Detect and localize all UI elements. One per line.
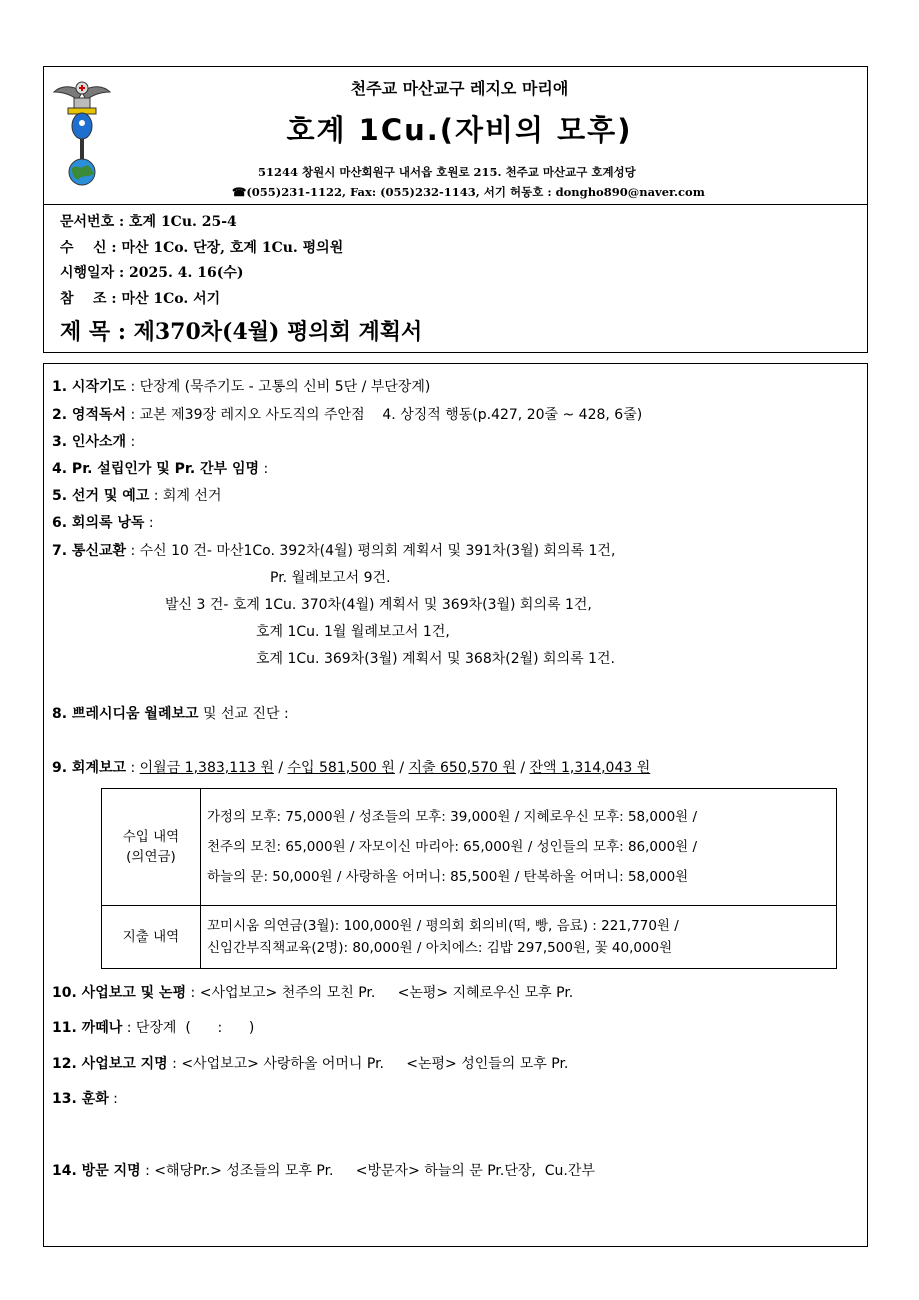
doc-number-label: 문서번호 : bbox=[60, 214, 125, 230]
subject-label: 제 목 : bbox=[60, 319, 126, 345]
income-details: 가정의 모후: 75,000원 / 성조들의 모후: 39,000원 / 지혜로우신 모후: 58,000원 / 천주의 모친: 65,000원 / 자모이신 마리아: 65,000원 / 성인들의 모후: 86,000원 / 하늘의 문: 50,000원 / 사랑하올 어머니: 85,500원 / 탄복하올 어머니: 58,000원 bbox=[201, 789, 837, 906]
reference: 마산 1Co. 서기 bbox=[121, 291, 221, 307]
reference-label: 참 조 : bbox=[60, 291, 117, 307]
income-row bbox=[102, 789, 837, 906]
document-title: 호계 1Cu.(자비의 모후) bbox=[286, 113, 633, 147]
item-2: 2. 영적독서 : 교본 제39장 레지오 사도직의 주안점 4. 상징적 행동(p.427, 20줄 ~ 428, 6줄) bbox=[52, 407, 643, 423]
item-8: 8. 쁘레시디움 월례보고 및 선교 진단 : bbox=[52, 706, 289, 722]
doc-number: 호계 1Cu. 25-4 bbox=[129, 214, 237, 230]
org-name: 천주교 마산교구 레지오 마리애 bbox=[350, 79, 569, 98]
item-12: 12. 사업보고 지명 : <사업보고> 사랑하올 어머니 Pr. <논평> 성인들의 모후 Pr. bbox=[52, 1056, 569, 1072]
expense-details: 꼬미시움 의연금(3월): 100,000원 / 평의회 회의비(떡, 빵, 음료) : 221,770원 / 신임간부직책교육(2명): 80,000원 / 아치에스: 김밥 297,500원, 꽃 40,000원 bbox=[201, 906, 837, 969]
item-1: 1. 시작기도 : 단장계 (묵주기도 - 고통의 신비 5단 / 부단장계) bbox=[52, 379, 431, 395]
date-label: 시행일자 : bbox=[60, 265, 125, 281]
expense-amount: 지출 650,570 원 bbox=[408, 760, 516, 776]
date-row bbox=[60, 262, 243, 282]
item-13: 13. 훈화 : bbox=[52, 1091, 118, 1107]
item-6: 6. 회의록 낭독 : bbox=[52, 515, 154, 531]
item-11: 11. 까떼나 : 단장계 ( : ) bbox=[52, 1020, 255, 1036]
item-10: 10. 사업보고 및 논평 : <사업보고> 천주의 모친 Pr. <논평> 지혜로우신 모후 Pr. bbox=[52, 985, 574, 1001]
item-4: 4. Pr. 설립인가 및 Pr. 간부 임명 : bbox=[52, 461, 269, 477]
item-7-line-2: Pr. 월례보고서 9건. bbox=[270, 570, 391, 586]
address: 51244 창원시 마산회원구 내서읍 호원로 215. 천주교 마산교구 호계성당 bbox=[258, 165, 636, 179]
item-9: 9. 회계보고 : 이월금 1,383,113 원 / 수입 581,500 원 / 지출 650,570 원 / 잔액 1,314,043 원 bbox=[52, 760, 651, 776]
item-5: 5. 선거 및 예고 : 회계 선거 bbox=[52, 488, 222, 504]
recipient-row bbox=[60, 237, 343, 257]
recipient: 마산 1Co. 단장, 호계 1Cu. 평의원 bbox=[121, 240, 344, 256]
doc-number-row bbox=[60, 211, 237, 231]
item-7-line-5: 호계 1Cu. 369차(3월) 계획서 및 368차(2월) 회의록 1건. bbox=[256, 651, 615, 667]
item-7-line-4: 호계 1Cu. 1월 월례보고서 1건, bbox=[256, 624, 450, 640]
carryover-amount: 이월금 1,383,113 원 bbox=[139, 760, 274, 776]
date: 2025. 4. 16(수) bbox=[129, 265, 244, 281]
item-7: 7. 통신교환 : 수신 10 건- 마산1Co. 392차(4월) 평의회 계획서 및 391차(3월) 회의록 1건, bbox=[52, 543, 616, 559]
subject: 제370차(4월) 평의회 계획서 bbox=[133, 319, 423, 345]
expense-label: 지출 내역 bbox=[102, 906, 201, 969]
recipient-label: 수 신 : bbox=[60, 240, 117, 256]
expense-row bbox=[102, 906, 837, 969]
contact-line bbox=[232, 184, 705, 200]
finance-table bbox=[101, 788, 837, 969]
item-7-line-3: 발신 3 건- 호계 1Cu. 370차(4월) 계획서 및 369차(3월) 회의록 1건, bbox=[165, 597, 592, 613]
income-amount: 수입 581,500 원 bbox=[287, 760, 395, 776]
item-14: 14. 방문 지명 : <해당Pr.> 성조들의 모후 Pr. <방문자> 하늘의 문 Pr.단장, Cu.간부 bbox=[52, 1163, 595, 1179]
subject-row bbox=[60, 315, 422, 346]
reference-row bbox=[60, 288, 220, 308]
item-3: 3. 인사소개 : bbox=[52, 434, 136, 450]
contact-info: (055)231-1122, Fax: (055)232-1143, 서기 허동호 : dongho890@naver.com bbox=[246, 185, 705, 199]
phone-icon: ☎ bbox=[232, 185, 247, 199]
income-label: 수입 내역 (의연금) bbox=[102, 789, 201, 906]
balance-amount: 잔액 1,314,043 원 bbox=[529, 760, 651, 776]
